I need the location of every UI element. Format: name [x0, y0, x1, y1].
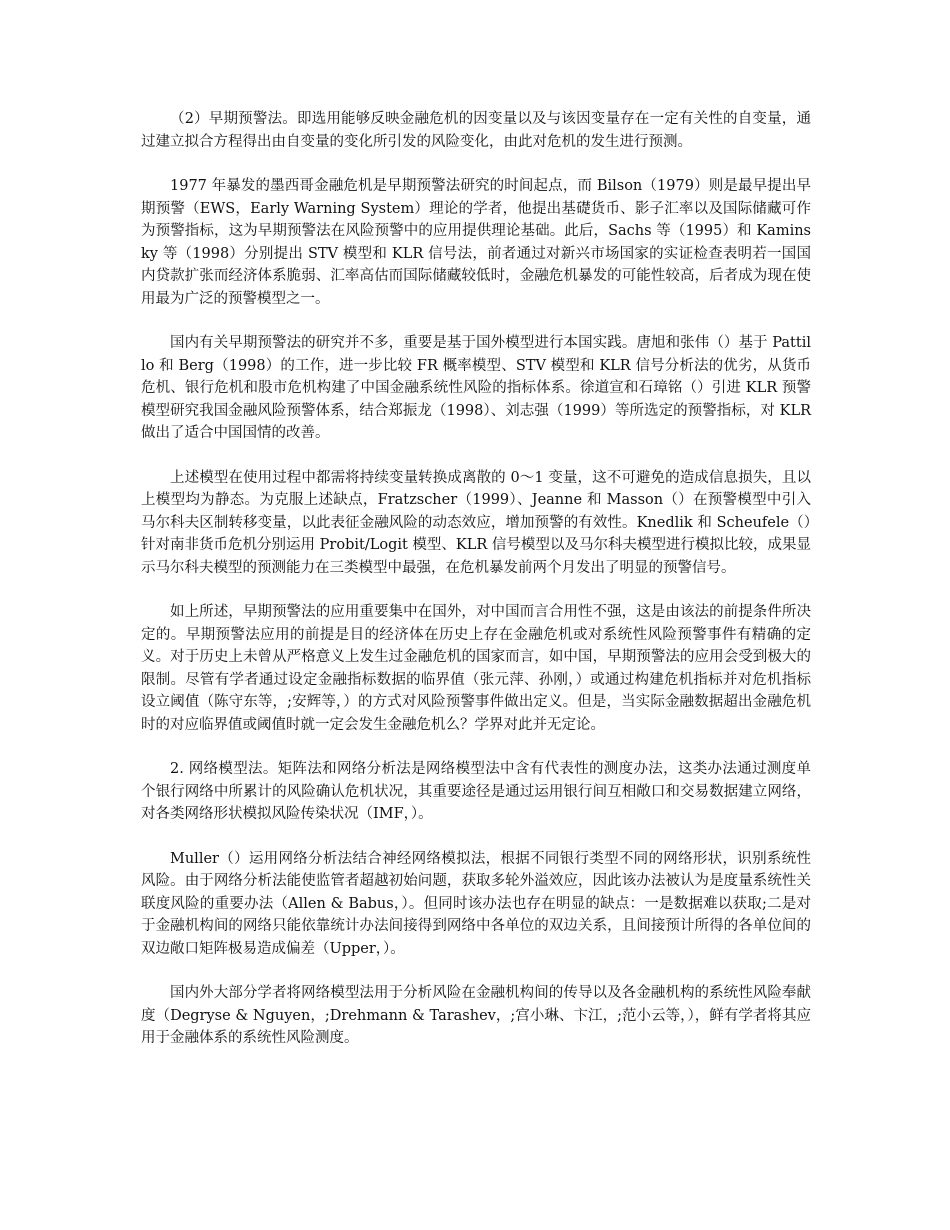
paragraph-network-model-method: 2. 网络模型法。矩阵法和网络分析法是网络模型法中含有代表性的测度办法，这类办法通过测度单个银行网络中所累计的风险确认危机状况，其重要途径是通过运用银行间互相敞口和交易数据建立网络，对各类网络形状模拟风险传染状况（IMF，）。 — [141, 761, 811, 822]
paragraph-network-applications: 国内外大部分学者将网络模型法用于分析风险在金融机构间的传导以及各金融机构的系统性风险奉献度（Degryse & Nguyen，;Drehmann & Tarashev，;宫小琳、卞江，;范小云等，），鲜有学者将其应用于金融体系的系统性风险测度。 — [141, 985, 811, 1046]
document-page — [141, 108, 811, 1072]
paragraph-applicability: 如上所述，早期预警法的应用重要集中在国外，对中国而言合用性不强，这是由该法的前提条件所决定的。早期预警法应用的前提是目的经济体在历史上存在金融危机或对系统性风险预警事件有精确的定义。对于历史上未曾从严格意义上发生过金融危机的国家而言，如中国，早期预警法的应用会受到极大的限制。尽管有学者通过设定金融指标数据的临界值（张元萍、孙刚，）或通过构建危机指标并对危机指标设立阈值（陈守东等，;安辉等，）的方式对风险预警事件做出定义。但是，当实际金融数据超出金融危机时的对应临界值或阈值时就一定会发生金融危机么？学界对此并无定论。 — [141, 604, 811, 733]
paragraph-markov-models: 上述模型在使用过程中都需将持续变量转换成离散的 0～1 变量，这不可避免的造成信息损失，且以上模型均为静态。为克服上述缺点，Fratzscher（1999）、Jeanne 和 Masson（）在预警模型中引入马尔科夫区制转移变量，以此表征金融风险的动态效应，增加预警的有效性。Knedlik 和 Scheufele（）针对南非货币危机分别运用 Probit/Logit 模型、KLR 信号模型以及马尔科夫模型进行模拟比较，成果显示马尔科夫模型的预测能力在三类模型中最强，在危机暴发前两个月发出了明显的预警信号。 — [141, 469, 811, 576]
paragraph-early-warning-method: （2）早期预警法。即选用能够反映金融危机的因变量以及与该因变量存在一定有关性的自变量，通过建立拟合方程得出由自变量的变化所引发的风险变化，由此对危机的发生进行预测。 — [141, 111, 811, 150]
paragraph-network-analysis: Muller（）运用网络分析法结合神经网络模拟法，根据不同银行类型不同的网络形状，识别系统性风险。由于网络分析法能使监管者超越初始问题，获取多轮外溢效应，因此该办法被认为是度量系统性关联度风险的重要办法（Allen & Babus，）。但同时该办法也存在明显的缺点：一是数据难以获取;二是对于金融机构间的网络只能依靠统计办法间接得到网络中各单位的双边关系，且间接预计所得的各单位间的双边敞口矩阵极易造成偏差（Upper，）。 — [141, 850, 811, 957]
paragraph-domestic-research: 国内有关早期预警法的研究并不多，重要是基于国外模型进行本国实践。唐旭和张伟（）基于 Pattillo 和 Berg（1998）的工作，进一步比较 FR 概率模型、STV 模型和 KLR 信号分析法的优劣，从货币危机、银行危机和股市危机构建了中国金融系统性风险的指标体系。徐道宣和石璋铭（）引进 KLR 预警模型研究我国金融风险预警体系，结合郑振龙（1998）、刘志强（1999）等所选定的预警指标，对 KLR 做出了适合中国国情的改善。 — [141, 335, 811, 441]
paragraph-ews-origin: 1977 年暴发的墨西哥金融危机是早期预警法研究的时间起点，而 Bilson（1979）则是最早提出早期预警（EWS，Early Warning System）理论的学者，他提出基礎货币、影子汇率以及国际储藏可作为预警指标，这为早期预警法在风险预警中的应用提供理论基础。此后，Sachs 等（1995）和 Kaminsky 等（1998）分别提出 STV 模型和 KLR 信号法，前者通过对新兴市场国家的实证检查表明若一国国内贷款扩张而经济体系脆弱、汇率高估而国际储藏较低时，金融危机暴发的可能性较高，后者成为现在使用最为广泛的预警模型之一。 — [141, 178, 811, 307]
